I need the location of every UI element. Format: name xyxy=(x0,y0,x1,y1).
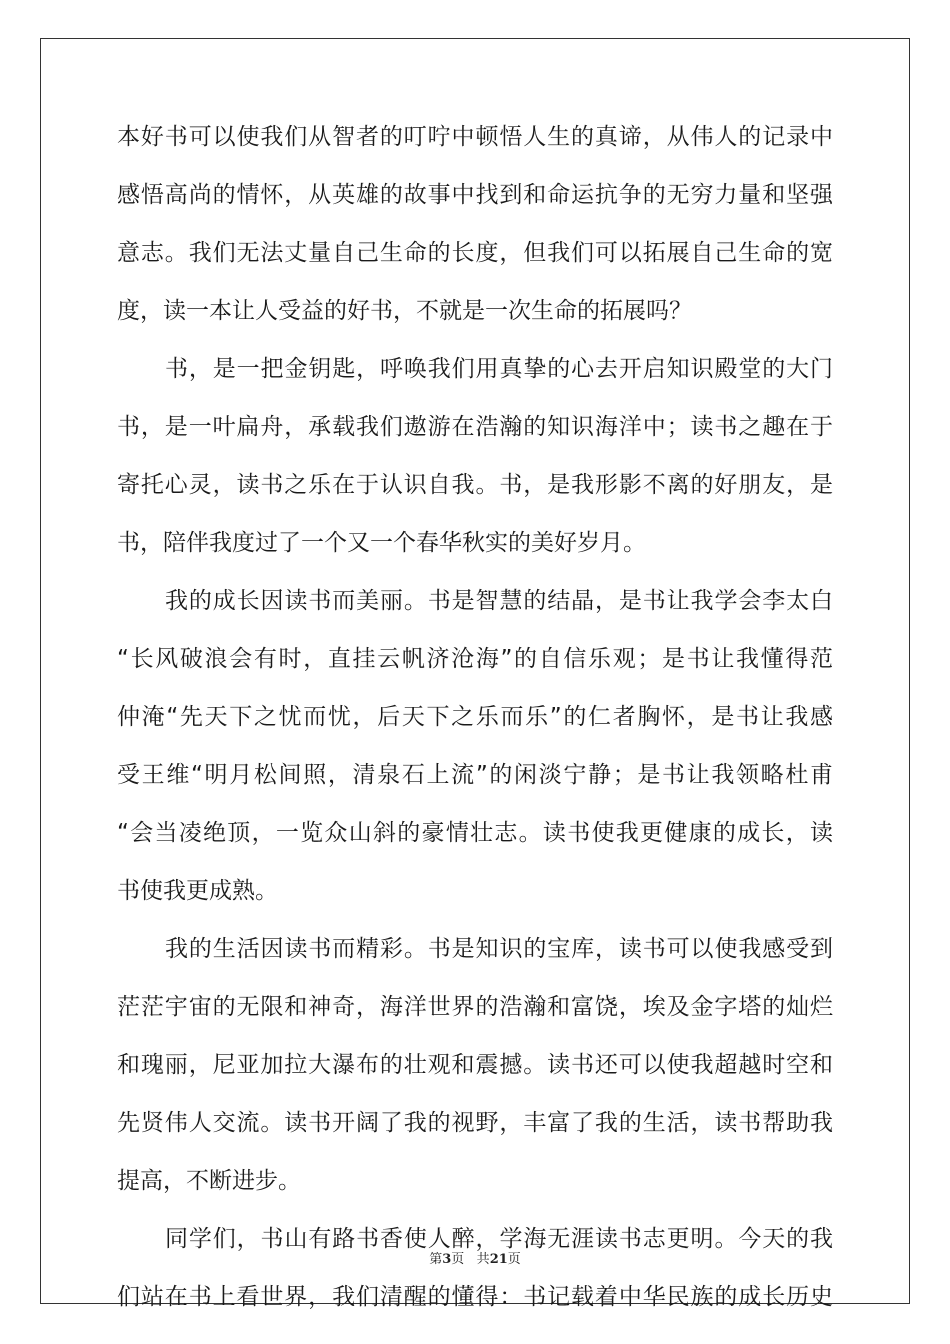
text-line: 茫茫宇宙的无限和神奇，海洋世界的浩瀚和富饶，埃及金字塔的灿烂 xyxy=(117,994,833,1020)
text-line: “长风破浪会有时，直挂云帆济沧海”的自信乐观；是书让我懂得范 xyxy=(117,646,833,672)
text-line: 和瑰丽，尼亚加拉大瀑布的壮观和震撼。读书还可以使我超越时空和 xyxy=(117,1052,833,1078)
text-line: 我的生活因读书而精彩。书是知识的宝库，读书可以使我感受到 xyxy=(165,936,833,962)
text-line: 仲淹“先天下之忧而忧，后天下之乐而乐”的仁者胸怀，是书让我感 xyxy=(117,704,833,730)
page-suffix: 页 xyxy=(451,1252,465,1267)
text-line: 提高，不断进步。 xyxy=(117,1168,301,1194)
text-line: 寄托心灵，读书之乐在于认识自我。书，是我形影不离的好朋友，是 xyxy=(117,472,833,498)
text-line: “会当凌绝顶，一览众山斜的豪情壮志。读书使我更健康的成长，读 xyxy=(117,820,833,846)
text-line: 先贤伟人交流。读书开阔了我的视野，丰富了我的生活，读书帮助我 xyxy=(117,1110,833,1136)
text-line: 同学们，书山有路书香使人醉，学海无涯读书志更明。今天的我 xyxy=(165,1226,833,1252)
text-line: 感悟高尚的情怀，从英雄的故事中找到和命运抗争的无穷力量和坚强 xyxy=(117,182,833,208)
text-line: 们站在书上看世界，我们清醒的懂得：书记载着中华民族的成长历史 xyxy=(117,1284,833,1310)
total-prefix: 共 xyxy=(476,1252,490,1267)
text-line: 意志。我们无法丈量自己生命的长度，但我们可以拓展自己生命的宽 xyxy=(117,240,833,266)
page-number: 3 xyxy=(442,1252,452,1267)
text-line: 本好书可以使我们从智者的叮咛中顿悟人生的真谛，从伟人的记录中 xyxy=(117,124,833,150)
text-line: 书使我更成熟。 xyxy=(117,878,278,904)
text-line: 书，是一把金钥匙，呼唤我们用真挚的心去开启知识殿堂的大门 xyxy=(165,356,833,382)
total-pages: 21 xyxy=(489,1252,508,1267)
text-line: 我的成长因读书而美丽。书是智慧的结晶，是书让我学会李太白 xyxy=(165,588,833,614)
text-line: 度，读一本让人受益的好书，不就是一次生命的拓展吗？ xyxy=(117,298,692,324)
page-footer xyxy=(0,1248,950,1267)
text-line: 书，陪伴我度过了一个又一个春华秋实的美好岁月。 xyxy=(117,530,646,556)
page-prefix: 第 xyxy=(429,1252,443,1267)
text-line: 受王维“明月松间照，清泉石上流”的闲淡宁静；是书让我领略杜甫 xyxy=(117,762,833,788)
total-suffix: 页 xyxy=(507,1252,521,1267)
text-line: 书，是一叶扁舟，承载我们遨游在浩瀚的知识海洋中；读书之趣在于 xyxy=(117,414,833,440)
